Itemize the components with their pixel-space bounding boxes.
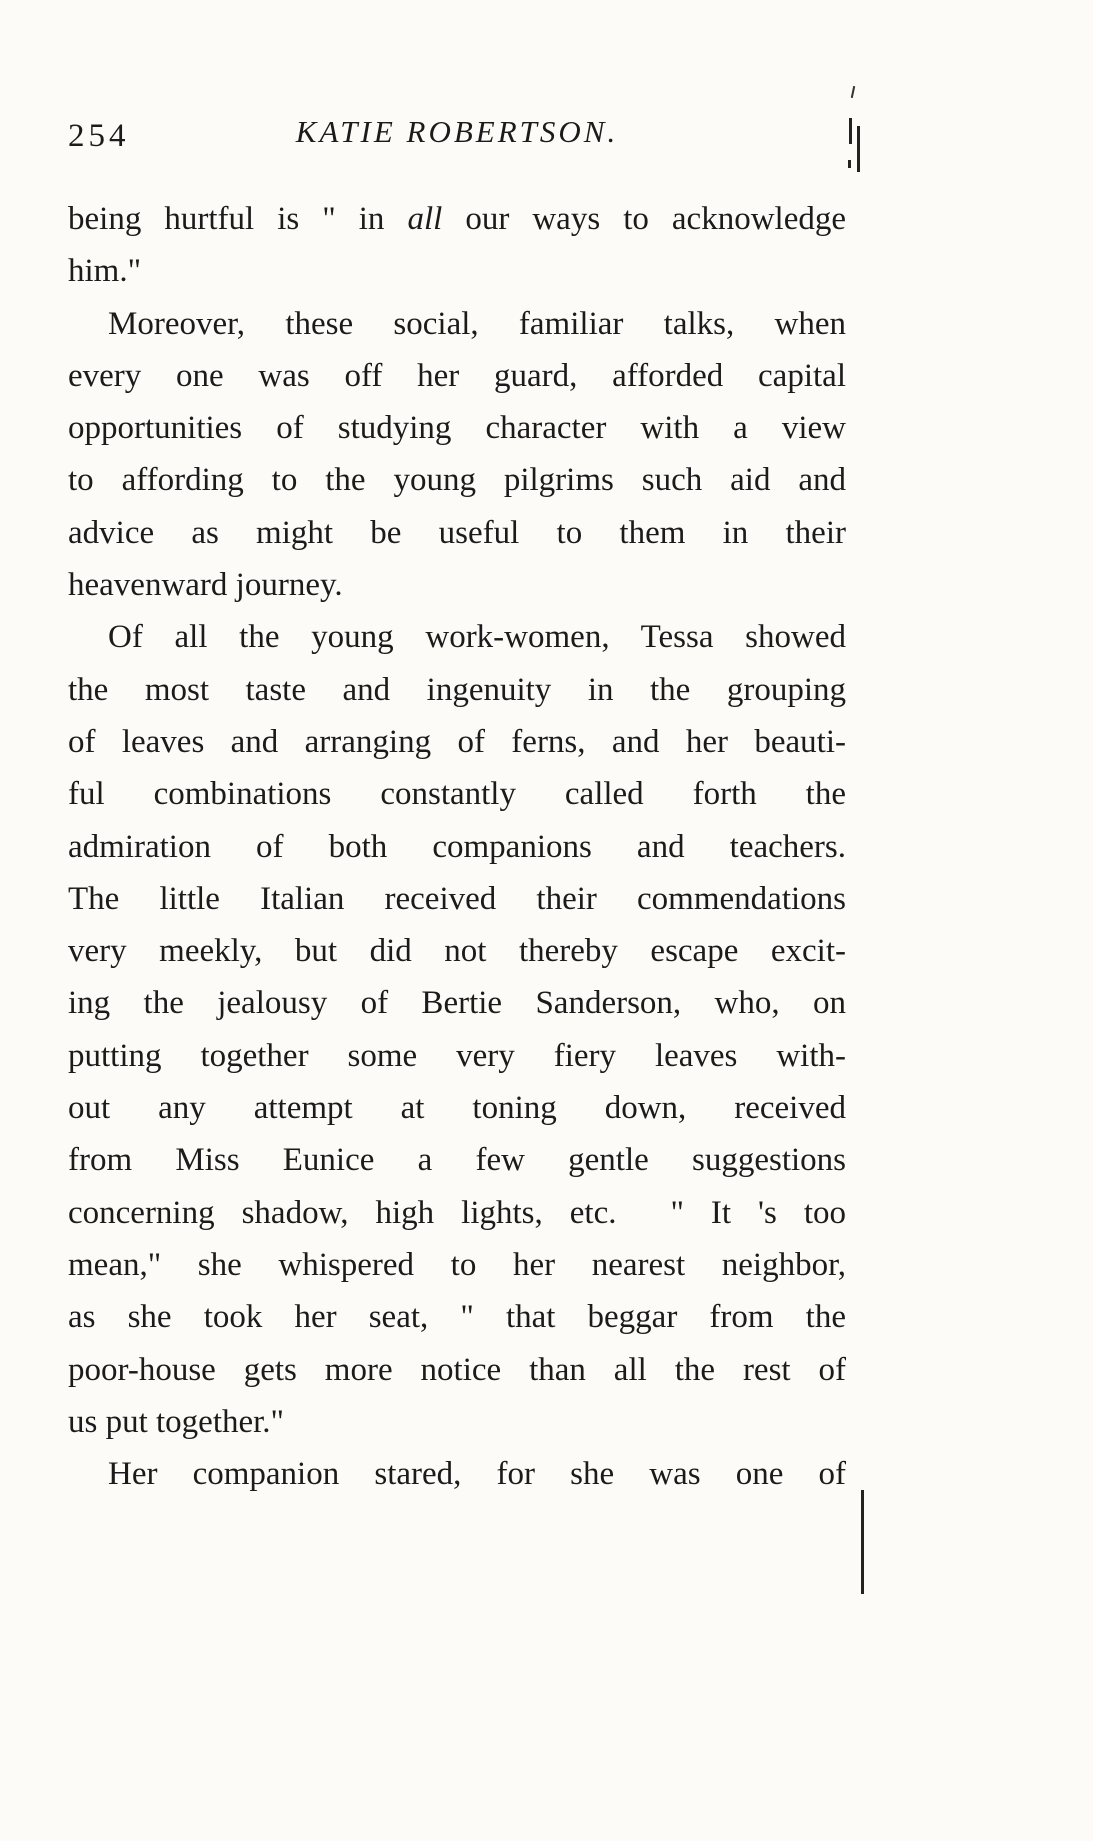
text-line — [68, 1239, 846, 1291]
text-run: Her companion stared, for she was one of — [108, 1456, 846, 1493]
text-line — [68, 298, 846, 350]
text-line — [68, 1291, 846, 1343]
text-line — [68, 977, 846, 1029]
text-run: poor-house gets more notice than all the rest of — [68, 1351, 846, 1388]
text-line — [68, 1396, 846, 1448]
text-run: of leaves and arranging of ferns, and her beauti- — [68, 723, 846, 760]
text-run: him." — [68, 253, 142, 290]
text-run: ing the jealousy of Bertie Sanderson, who, on — [68, 985, 846, 1022]
scan-artifact-line — [861, 1490, 864, 1594]
text-line — [68, 1344, 846, 1396]
text-run: out any attempt at toning down, received — [68, 1090, 846, 1127]
text-run: putting together some very fiery leaves with- — [68, 1037, 846, 1074]
scan-artifact-mark — [848, 160, 851, 168]
running-title: KATIE ROBERTSON. — [295, 114, 619, 149]
text-line — [68, 402, 846, 454]
text-run: Of all the young work-women, Tessa showed — [108, 619, 846, 656]
text-run: mean," she whispered to her nearest neighbor, — [68, 1246, 846, 1283]
text-line — [68, 507, 846, 559]
text-run: from Miss Eunice a few gentle suggestions — [68, 1142, 846, 1179]
text-line — [68, 559, 846, 611]
text-run: every one was off her guard, afforded capital — [68, 357, 846, 394]
text-line — [68, 1448, 846, 1500]
text-run: very meekly, but did not thereby escape excit- — [68, 933, 846, 970]
text-run: us put together." — [68, 1403, 285, 1440]
text-run: heavenward journey. — [68, 567, 343, 604]
text-run: opportunities of studying character with a view — [68, 410, 846, 447]
page-number: 254 — [68, 118, 130, 154]
text-line — [68, 716, 846, 768]
text-line — [68, 1082, 846, 1134]
scan-artifact-mark — [849, 118, 852, 144]
page-header — [68, 110, 846, 160]
text-line — [68, 664, 846, 716]
text-run: our ways to acknowledge — [442, 201, 846, 237]
text-run: advice as might be useful to them in their — [68, 514, 846, 551]
text-line — [68, 1134, 846, 1186]
text-line — [68, 821, 846, 873]
text-line — [68, 454, 846, 506]
text-line — [68, 925, 846, 977]
italic-text-run: all — [407, 201, 443, 237]
text-line — [68, 1187, 846, 1239]
text-run: ful combinations constantly called forth the — [68, 776, 846, 813]
text-line — [68, 245, 846, 297]
text-run: as she took her seat, " that beggar from the — [68, 1299, 846, 1336]
text-run: Moreover, these social, familiar talks, when — [108, 305, 846, 342]
text-line — [68, 193, 846, 245]
text-run: admiration of both companions and teachers. — [68, 828, 846, 865]
text-line — [68, 611, 846, 663]
scan-artifact-tick — [851, 86, 855, 98]
text-run: to affording to the young pilgrims such aid and — [68, 462, 846, 499]
scan-artifact-mark — [857, 126, 860, 172]
text-run: concerning shadow, high lights, etc. " It 's too — [68, 1194, 846, 1231]
text-line — [68, 873, 846, 925]
text-run: being hurtful is " in — [68, 201, 408, 237]
text-run: the most taste and ingenuity in the grouping — [68, 671, 846, 708]
body-text — [68, 193, 846, 1500]
text-line — [68, 1030, 846, 1082]
text-line — [68, 768, 846, 820]
text-line — [68, 350, 846, 402]
text-run: The little Italian received their commendations — [68, 880, 846, 917]
